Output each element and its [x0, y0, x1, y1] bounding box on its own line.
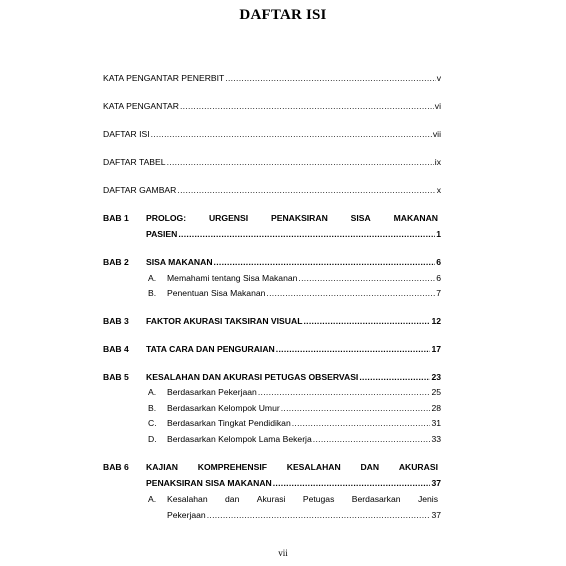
dot-leader [225, 73, 435, 83]
page-title: DAFTAR ISI [239, 7, 327, 23]
toc-label: KESALAHAN DAN AKURASI PETUGAS OBSERVASI [146, 372, 359, 382]
toc-entry-bab6-title[interactable] [146, 462, 438, 472]
sub-word: dan [225, 494, 240, 504]
toc-page: 37 [431, 478, 441, 488]
toc-page: 31 [431, 418, 441, 428]
toc-page: ix [434, 157, 441, 167]
toc-entry-bab5-c[interactable] [167, 418, 441, 428]
toc-label: Memahami tentang Sisa Makanan [167, 273, 298, 283]
title-word: SISA [350, 213, 371, 223]
toc-entry-kata-pengantar-penerbit[interactable] [103, 73, 441, 83]
title-word: PENAKSIRAN [270, 213, 328, 223]
toc-entry-bab1-title[interactable] [146, 213, 438, 223]
toc-page: 6 [436, 273, 441, 283]
toc-entry-bab2-b[interactable] [167, 288, 441, 298]
toc-label: PENAKSIRAN SISA MAKANAN [146, 478, 272, 488]
toc-entry-bab6-a-line2[interactable] [167, 510, 441, 520]
toc-label: Berdasarkan Tingkat Pendidikan [167, 418, 291, 428]
toc-page: x [436, 185, 441, 195]
toc-label: DAFTAR TABEL [103, 157, 166, 167]
toc-entry-bab4[interactable] [146, 344, 441, 354]
toc-page: vii [432, 129, 441, 139]
toc-page: 17 [431, 344, 441, 354]
sub-letter: A. [148, 494, 157, 504]
dot-leader [207, 510, 431, 520]
dot-leader [359, 372, 430, 382]
toc-entry-daftar-isi[interactable] [103, 129, 441, 139]
title-word: KAJIAN [146, 462, 178, 472]
toc-label: Berdasarkan Kelompok Lama Bekerja [167, 434, 312, 444]
toc-label: TATA CARA DAN PENGURAIAN [146, 344, 275, 354]
toc-label: DAFTAR GAMBAR [103, 185, 177, 195]
toc-label: KATA PENGANTAR PENERBIT [103, 73, 225, 83]
toc-label: KATA PENGANTAR [103, 101, 179, 111]
title-word: PROLOG: [146, 213, 187, 223]
dot-leader [313, 434, 431, 444]
dot-leader [276, 344, 431, 354]
title-word: AKURASI [398, 462, 438, 472]
dot-leader [303, 316, 430, 326]
dot-leader [214, 257, 436, 267]
toc-page: 28 [431, 403, 441, 413]
dot-leader [177, 185, 435, 195]
dot-leader [298, 273, 435, 283]
title-word: URGENSI [208, 213, 249, 223]
toc-page: 1 [436, 229, 441, 239]
sub-word: Kesalahan [167, 494, 208, 504]
sub-letter: A. [148, 387, 157, 397]
toc-label: Pekerjaan [167, 510, 206, 520]
toc-label: Berdasarkan Pekerjaan [167, 387, 257, 397]
toc-page: 23 [431, 372, 441, 382]
toc-label: Penentuan Sisa Makanan [167, 288, 266, 298]
chapter-number: BAB 1 [103, 213, 129, 223]
chapter-number: BAB 2 [103, 257, 129, 267]
toc-label: Berdasarkan Kelompok Umur [167, 403, 280, 413]
toc-entry-bab6-a[interactable] [167, 494, 438, 504]
toc-page: 37 [431, 510, 441, 520]
toc-entry-bab2-a[interactable] [167, 273, 441, 283]
sub-word: Akurasi [256, 494, 286, 504]
dot-leader [151, 129, 432, 139]
dot-leader [281, 403, 431, 413]
toc-entry-bab5[interactable] [146, 372, 441, 382]
sub-letter: A. [148, 273, 157, 283]
toc-entry-bab2[interactable] [146, 257, 441, 267]
sub-word: Jenis [417, 494, 438, 504]
sub-word: Petugas [302, 494, 335, 504]
title-word: KOMPREHENSIF [197, 462, 267, 472]
toc-label: FAKTOR AKURASI TAKSIRAN VISUAL [146, 316, 303, 326]
dot-leader [266, 288, 435, 298]
chapter-number: BAB 4 [103, 344, 129, 354]
toc-label: PASIEN [146, 229, 178, 239]
dot-leader [273, 478, 431, 488]
dot-leader [258, 387, 431, 397]
toc-page: 7 [436, 288, 441, 298]
toc-label: SISA MAKANAN [146, 257, 213, 267]
toc-entry-bab3[interactable] [146, 316, 441, 326]
toc-entry-daftar-tabel[interactable] [103, 157, 441, 167]
dot-leader [178, 229, 435, 239]
dot-leader [292, 418, 431, 428]
sub-letter: D. [148, 434, 157, 444]
title-word: MAKANAN [393, 213, 438, 223]
toc-page: v [436, 73, 441, 83]
toc-entry-bab6-line2[interactable] [146, 478, 441, 488]
toc-entry-daftar-gambar[interactable] [103, 185, 441, 195]
toc-entry-bab5-b[interactable] [167, 403, 441, 413]
toc-page: 33 [431, 434, 441, 444]
toc-page: vi [434, 101, 441, 111]
toc-page: 12 [431, 316, 441, 326]
sub-letter: B. [148, 403, 157, 413]
title-word: DAN [360, 462, 380, 472]
chapter-number: BAB 3 [103, 316, 129, 326]
toc-entry-bab5-d[interactable] [167, 434, 441, 444]
sub-letter: B. [148, 288, 157, 298]
toc-entry-bab1-line2[interactable] [146, 229, 441, 239]
toc-page: 25 [431, 387, 441, 397]
dot-leader [180, 101, 434, 111]
chapter-number: BAB 6 [103, 462, 129, 472]
toc-label: DAFTAR ISI [103, 129, 150, 139]
sub-letter: C. [148, 418, 157, 428]
toc-page: 6 [436, 257, 441, 267]
chapter-number: BAB 5 [103, 372, 129, 382]
title-word: KESALAHAN [286, 462, 341, 472]
page-number: vii [278, 548, 288, 558]
toc-entry-bab5-a[interactable] [167, 387, 441, 397]
dot-leader [167, 157, 434, 167]
toc-entry-kata-pengantar[interactable] [103, 101, 441, 111]
sub-word: Berdasarkan [351, 494, 401, 504]
